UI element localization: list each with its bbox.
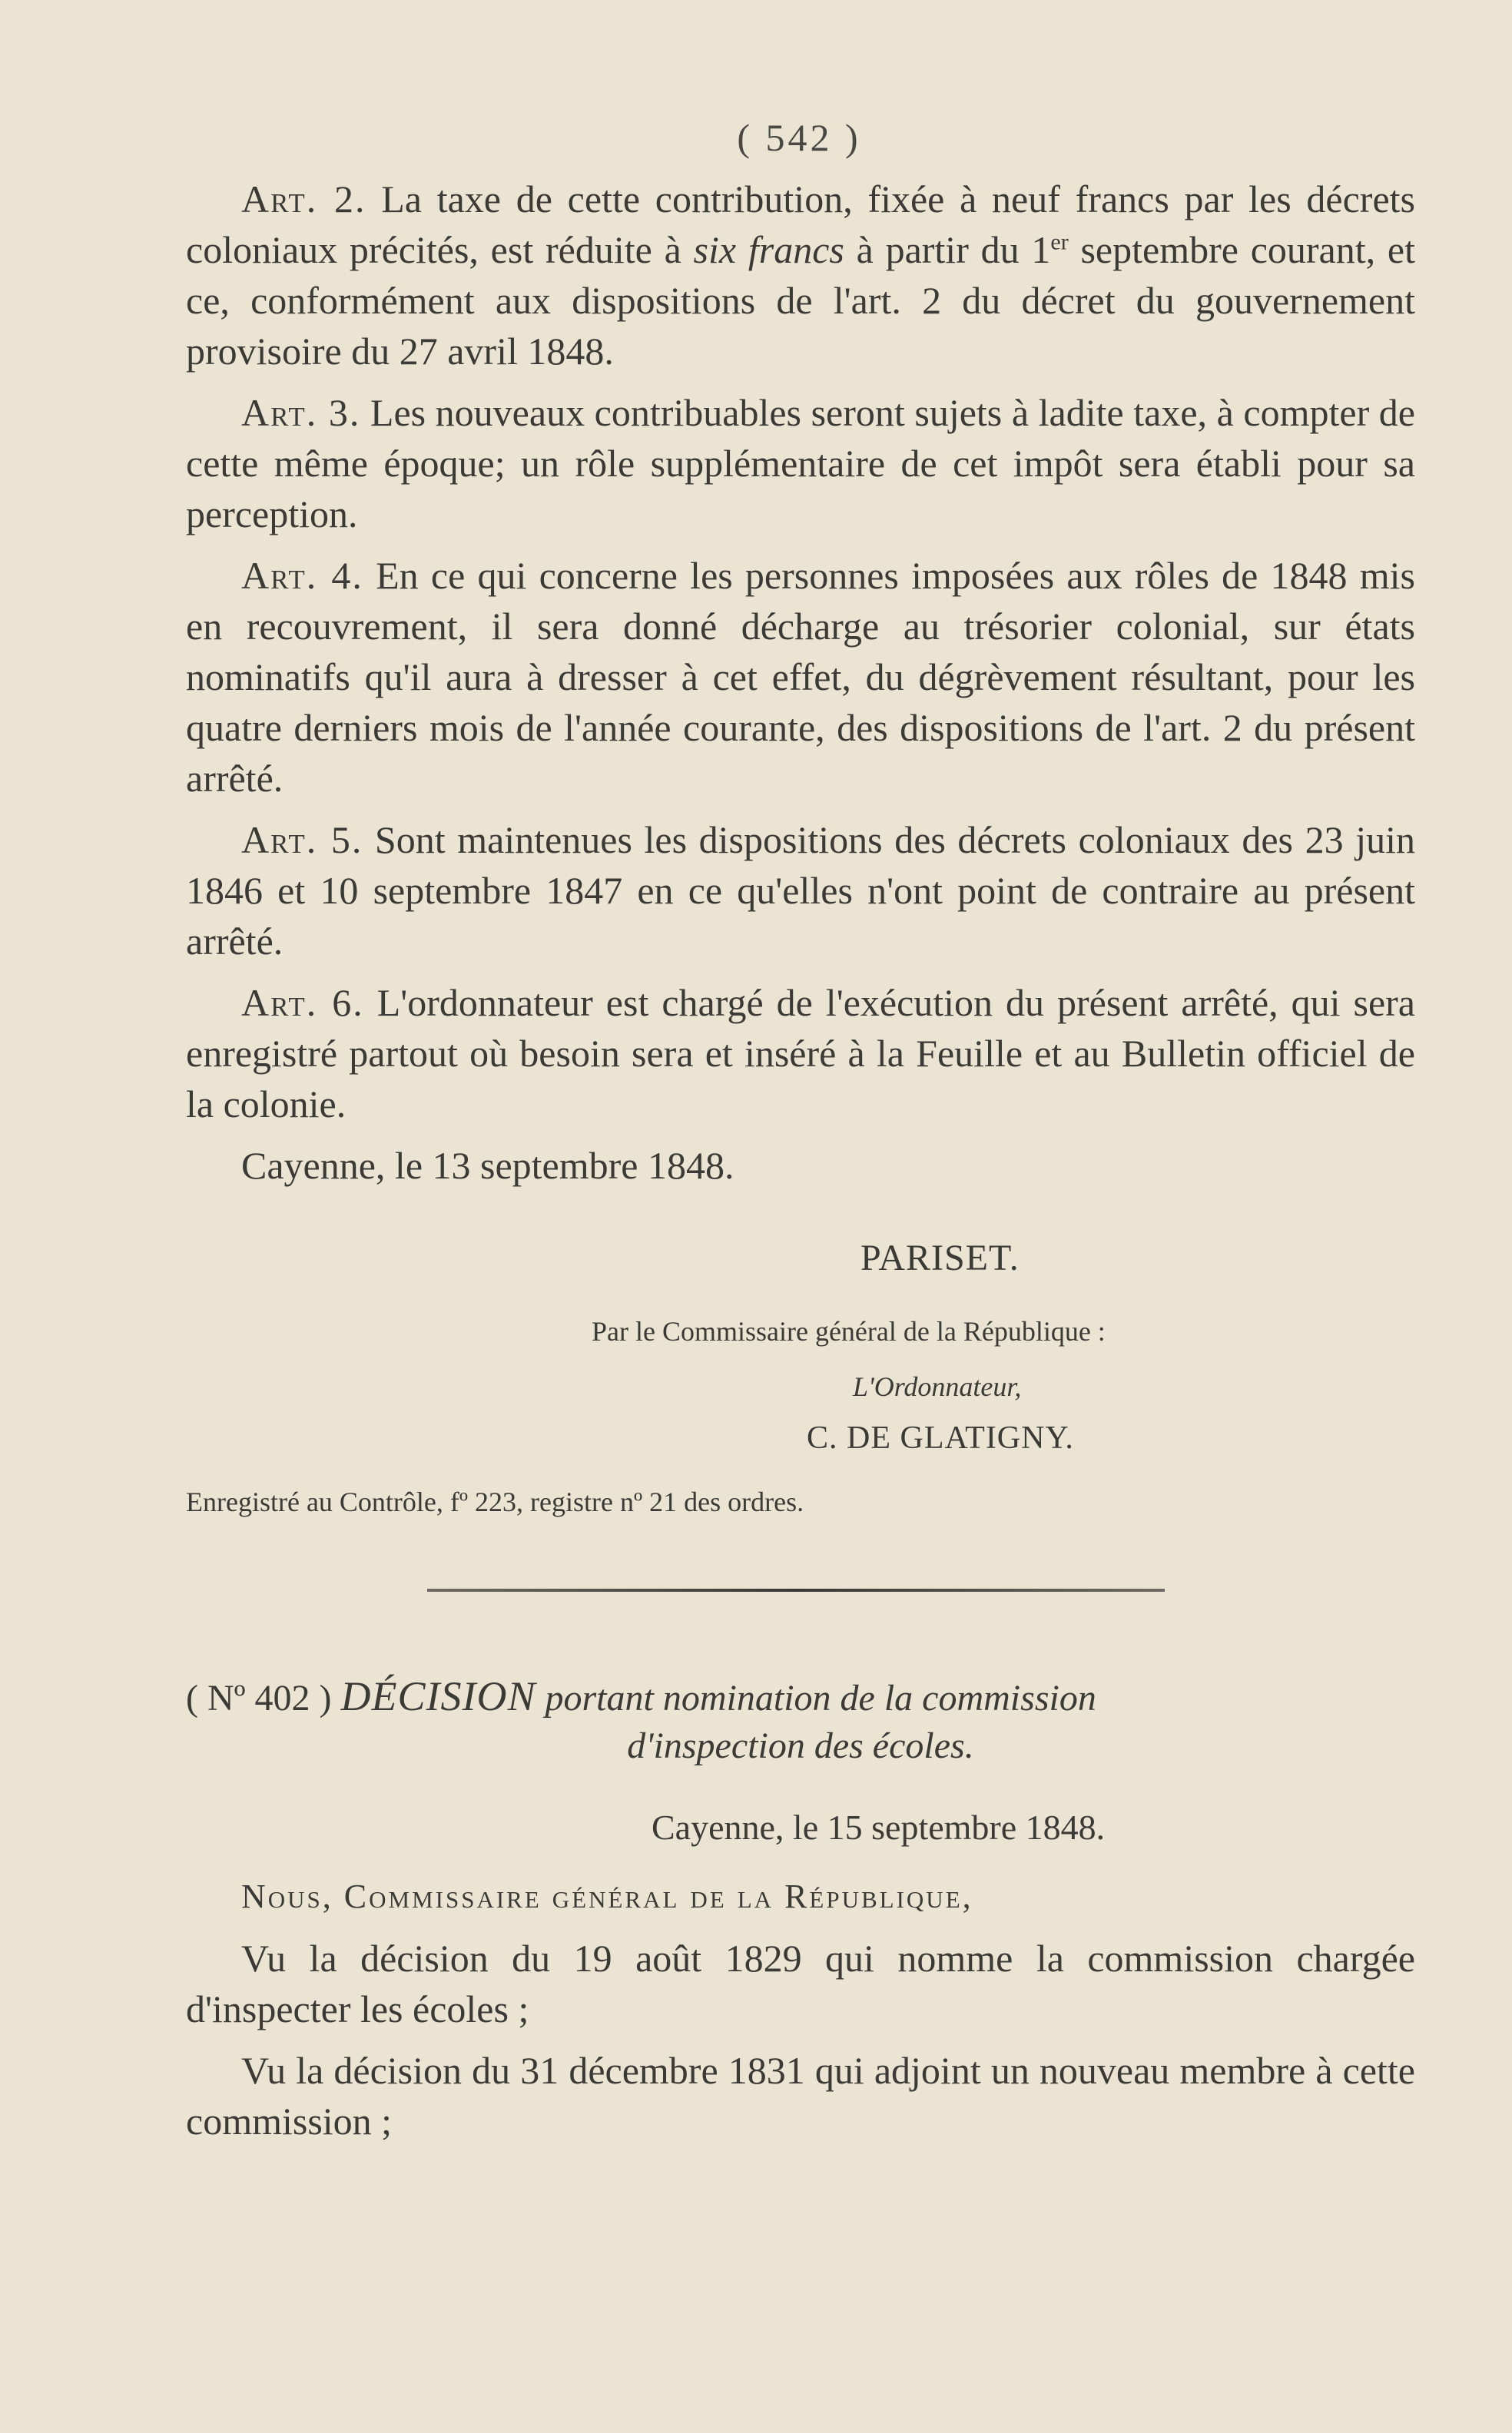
article-5-text: Sont maintenues les dispositions des décrets coloniaux des 23 juin 1846 et 10 septembre 1847 en ce qu'elles n'ont point de contraire au présent arrêté. (186, 818, 1415, 963)
decision-heading (186, 1672, 1415, 1770)
section-divider (427, 1589, 1165, 1592)
article-3-text: Les nouveaux contribuables seront sujets à ladite taxe, à compter de cette même époque; un rôle supplémentaire de cet impôt sera établi pour sa perception. (186, 391, 1415, 535)
ordonnateur-label: L'Ordonnateur, (853, 1371, 1022, 1402)
vu-2: Vu la décision du 31 décembre 1831 qui adjoint un nouveau membre à cette commission ; (186, 2049, 1415, 2143)
decision-subtitle-a: portant nomination de la commission (536, 1678, 1096, 1719)
date-line-1: Cayenne, le 13 septembre 1848. (241, 1144, 734, 1187)
article-3 (186, 387, 1415, 539)
article-2-label: Art. 2. (241, 177, 366, 220)
decision-title-line (186, 1672, 1415, 1722)
articles-block (186, 174, 1415, 1191)
article-6 (186, 977, 1415, 1129)
article-2-superscript: er (1050, 229, 1069, 255)
decision-subtitle-b: d'inspection des écoles. (627, 1725, 974, 1766)
article-2 (186, 174, 1415, 376)
signature-pariset: PARISET. (860, 1238, 1020, 1278)
article-2-text-b: à partir du 1 (844, 228, 1051, 271)
page-number: ( 542 ) (737, 116, 861, 159)
date-line-2: Cayenne, le 15 septembre 1848. (652, 1808, 1106, 1847)
article-3-label: Art. 3. (241, 391, 361, 434)
article-4-label: Art. 4. (241, 554, 363, 597)
nous-line: Nous, Commissaire général de la République, (241, 1878, 973, 1915)
decision-title: DÉCISION (340, 1673, 536, 1719)
article-2-text-c: septembre courant, et ce, conformément aux dispositions de l'art. 2 du décret du gouvernement provisoire du 27 avril 1848. (186, 228, 1415, 373)
article-2-emphasis: six francs (693, 228, 844, 271)
decision-number: ( Nº 402 ) (186, 1678, 332, 1719)
by-line: Par le Commissaire général de la République : (592, 1316, 1106, 1347)
decision-body (186, 1871, 1415, 2157)
article-5 (186, 814, 1415, 966)
article-5-label: Art. 5. (241, 818, 363, 861)
signature-glatigny: C. DE GLATIGNY. (807, 1420, 1074, 1456)
article-2-text-a: La taxe de cette contribution, fixée à neuf francs par les décrets coloniaux précités, est réduite à (186, 177, 1415, 271)
article-4-text: En ce qui concerne les personnes imposées aux rôles de 1848 mis en recouvrement, il sera donné décharge au trésorier colonial, sur états nominatifs qu'il aura à dresser à cet effet, du dégrèvement résultant, pour les quatre derniers mois de l'année courante, des dispositions de l'art. 2 du présent arrêté. (186, 554, 1415, 800)
article-6-label: Art. 6. (241, 981, 364, 1024)
vu-1: Vu la décision du 19 août 1829 qui nomme la commission chargée d'inspecter les écoles ; (186, 1937, 1415, 2030)
article-4 (186, 550, 1415, 804)
article-6-text: L'ordonnateur est chargé de l'exécution du présent arrêté, qui sera enregistré partout où besoin sera et inséré à la Feuille et au Bulletin officiel de la colonie. (186, 981, 1415, 1125)
registration-note: Enregistré au Contrôle, fº 223, registre nº 21 des ordres. (186, 1487, 804, 1517)
